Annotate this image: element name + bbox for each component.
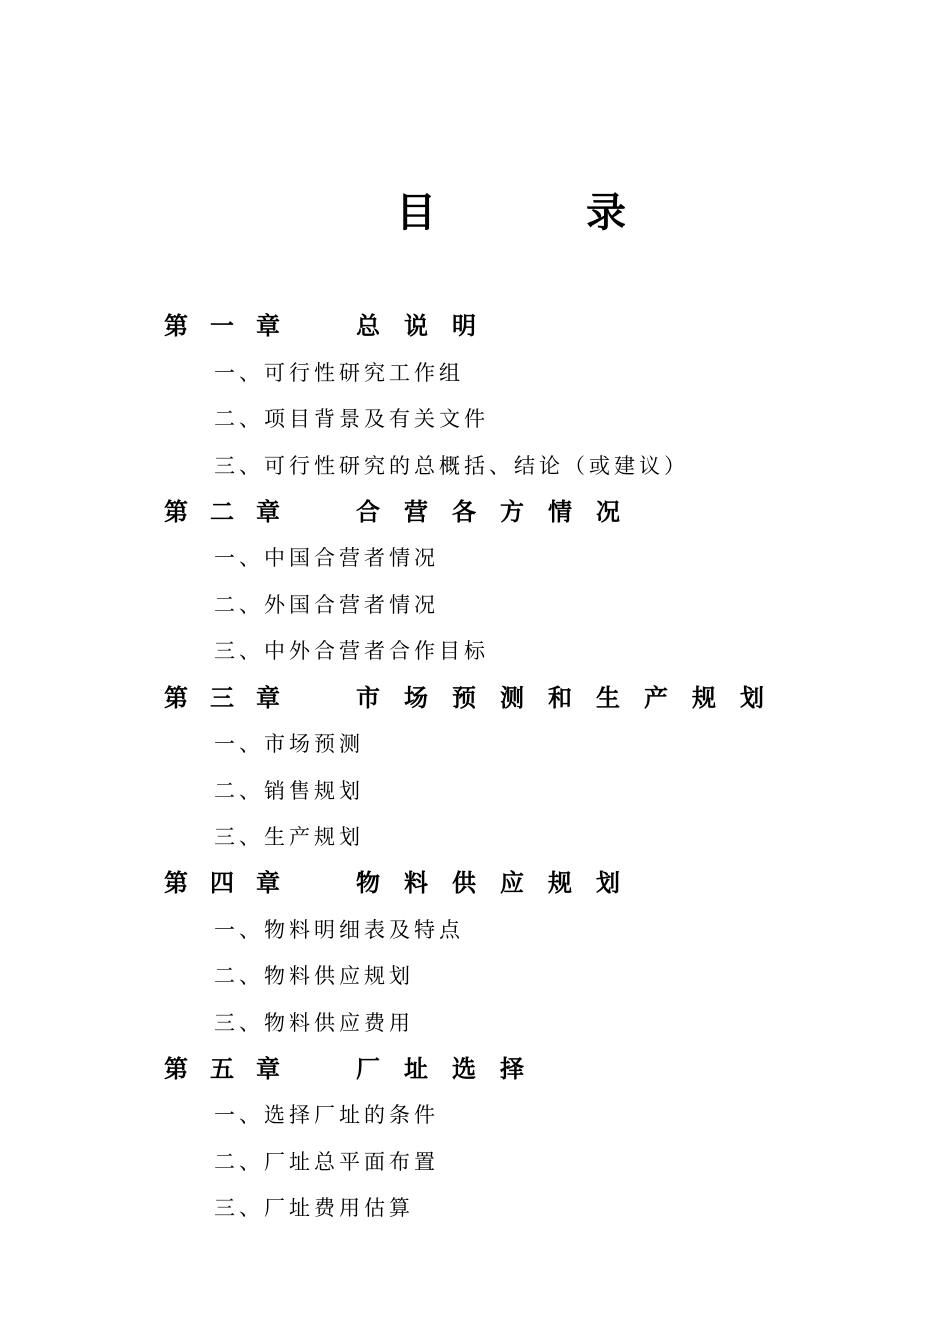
chapter-name: 市场预测和生产规划 [356, 683, 788, 712]
toc-item: 三、生产规划 [214, 825, 364, 849]
chapter-number: 第二章 [164, 498, 302, 526]
toc-item: 一、可行性研究工作组 [214, 360, 464, 385]
chapter-number: 第四章 [164, 869, 302, 897]
toc-title [0, 188, 950, 238]
toc-item: 二、物料供应规划 [214, 964, 414, 988]
toc-item: 三、物料供应费用 [214, 1010, 414, 1035]
chapter-number: 第三章 [164, 683, 302, 712]
toc-item: 一、市场预测 [214, 732, 364, 756]
toc-item: 一、选择厂址的条件 [214, 1103, 439, 1127]
toc-item: 一、中国合营者情况 [214, 546, 439, 570]
chapter-name: 物料供应规划 [356, 869, 644, 897]
toc-item: 三、中外合营者合作目标 [214, 639, 489, 663]
toc-title-char-2: 录 [586, 190, 626, 236]
toc-item: 二、外国合营者情况 [214, 592, 439, 617]
toc-item: 三、厂址费用估算 [214, 1196, 414, 1220]
chapter-name: 合营各方情况 [356, 498, 644, 526]
toc-item: 三、可行性研究的总概括、结论（或建议） [214, 453, 689, 478]
chapter-name: 厂址选择 [356, 1055, 548, 1083]
toc-title-char-1: 目 [396, 190, 436, 236]
chapter-number: 第一章 [164, 312, 302, 340]
toc-item: 二、厂址总平面布置 [214, 1149, 439, 1174]
toc-item: 二、销售规划 [214, 778, 364, 803]
toc-item: 二、项目背景及有关文件 [214, 407, 489, 431]
toc-item: 一、物料明细表及特点 [214, 917, 464, 942]
chapter-number: 第五章 [164, 1055, 302, 1083]
chapter-name: 总说明 [356, 312, 500, 340]
